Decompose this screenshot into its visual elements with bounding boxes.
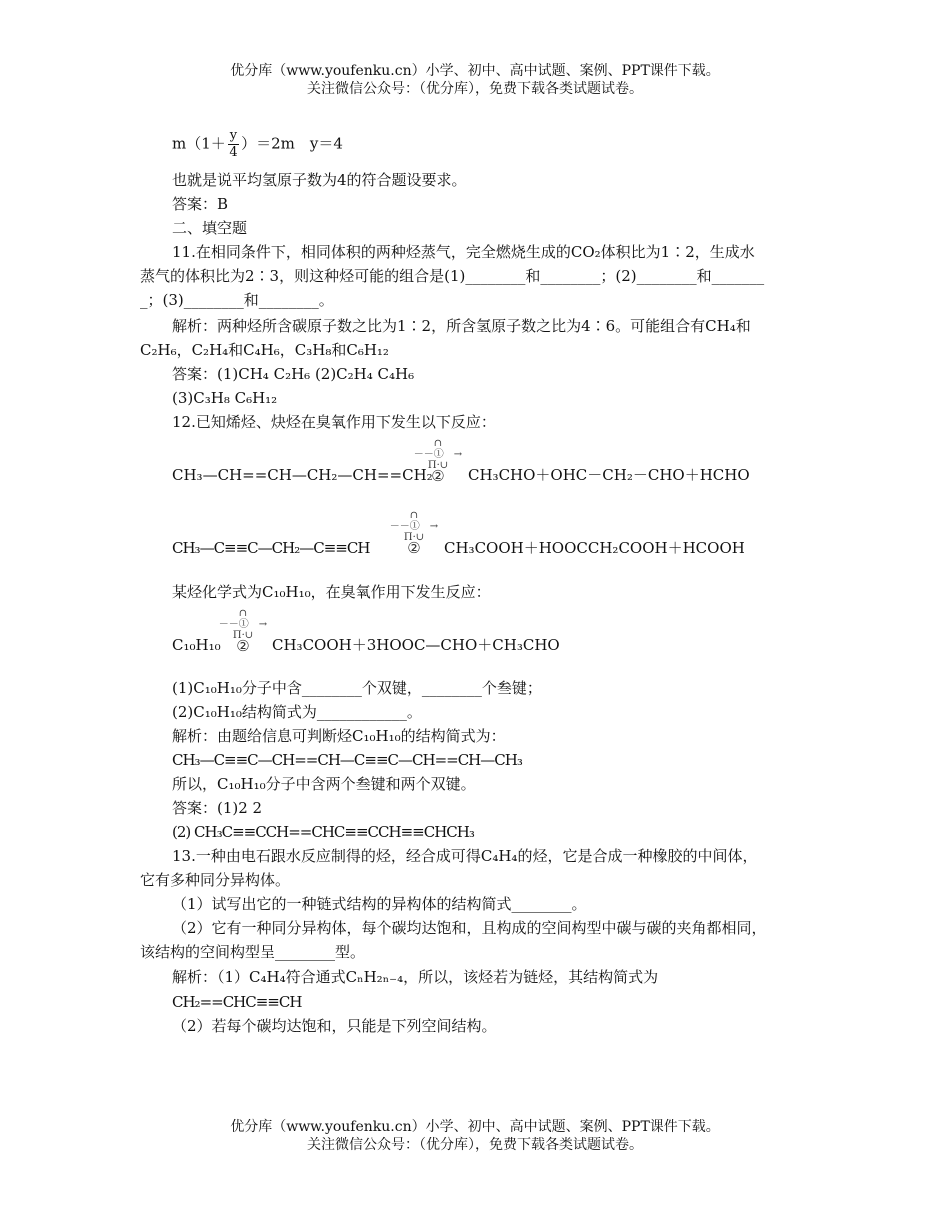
arrow-step-2: ② [431, 467, 445, 485]
reaction-2-right: CH₃COOH＋HOOCCH₂COOH＋HCOOH [444, 539, 745, 557]
q11-line-1: 11.在相同条件下，相同体积的两种烃蒸气，完全燃烧生成的CO₂体积比为1∶2，生成水 [172, 243, 755, 261]
arrow-mid: Π·∪ [403, 532, 425, 543]
q12-answer-1: 答案：(1)2 2 [172, 799, 263, 817]
equation-prefix: m（1＋ [172, 134, 226, 153]
section-heading: 二、填空题 [172, 219, 248, 237]
q11-answer-2: (3)C₃H₈ C₆H₁₂ [172, 389, 278, 407]
q11-answer-1: 答案：(1)CH₄ C₂H₆ (2)C₂H₄ C₄H₆ [172, 365, 415, 383]
footer-line-1: 优分库（www.youfenku.cn）小学、初中、高中试题、案例、PPT课件下载。 [230, 1119, 720, 1135]
reaction-3-left: C₁₀H₁₀ [172, 636, 221, 654]
arrow-cap: ∩ [433, 438, 443, 449]
arrow-step-2: ② [407, 539, 421, 557]
q13-line-1: 13.一种由电石跟水反应制得的烃，经合成可得C₄H₄的烃，它是合成一种橡胶的中间体， [172, 847, 758, 865]
q12-question-2: (2)C₁₀H₁₀结构简式为____________。 [172, 703, 422, 721]
q11-line-2: 蒸气的体积比为2∶3，则这种烃可能的组合是(1)________和________；(2)________和_______ [140, 267, 765, 285]
q13-analysis-3: （2）若每个碳均达饱和，只能是下列空间结构。 [172, 1017, 497, 1035]
reaction-1-left: CH₃—CH==CH—CH₂—CH==CH₂ [172, 466, 433, 484]
q11-analysis-2: C₂H₆，C₂H₄和C₄H₆，C₃H₈和C₆H₁₂ [140, 341, 389, 359]
q13-analysis-2: CH₂==CHC≡≡CH [172, 993, 302, 1011]
footer-line-2: 关注微信公众号：（优分库），免费下载各类试题试卷。 [307, 1137, 643, 1153]
q12-answer-2: (2) CH₃C≡≡CCH==CHC≡≡CCH≡≡CHCH₃ [172, 823, 474, 841]
header-line-1: 优分库（www.youfenku.cn）小学、初中、高中试题、案例、PPT课件下载。 [230, 63, 720, 79]
q11-analysis-1: 解析：两种烃所含碳原子数之比为1∶2，所含氢原子数之比为4∶6。可能组合有CH₄和 [172, 317, 751, 335]
q12-line-1: 12.已知烯烃、炔烃在臭氧作用下发生以下反应： [172, 413, 496, 431]
page-footer [0, 1118, 950, 1154]
arrow-step-2: ② [236, 637, 250, 655]
arrow-cap: ∩ [409, 510, 419, 521]
q13-analysis-1: 解析：（1）C₄H₄符合通式CₙH₂ₙ₋₄，所以，该烃若为链烃，其结构简式为 [172, 968, 659, 986]
arrow-step-1: －－① → [389, 521, 439, 532]
q12-analysis-1: 解析：由题给信息可判断烃C₁₀H₁₀的结构简式为： [172, 727, 506, 745]
arrow-mid: Π·∪ [427, 460, 449, 471]
equation-line [172, 128, 343, 161]
q12-question-1: (1)C₁₀H₁₀分子中含________个双键，________个叁键； [172, 679, 542, 697]
reaction-1-right: CH₃CHO＋OHC－CH₂－CHO＋HCHO [468, 466, 750, 484]
arrow-step-1: －－① → [218, 619, 268, 630]
equation-suffix: ）＝2m y＝4 [241, 134, 343, 153]
reaction-2-left: CH₃—C≡≡C—CH₂—C≡≡CH [172, 539, 370, 557]
reaction-arrow-2 [384, 510, 444, 557]
arrow-mid: Π·∪ [232, 630, 254, 641]
q12-line-2: 某烃化学式为C₁₀H₁₀，在臭氧作用下发生反应： [172, 583, 491, 601]
fraction-y-over-4 [228, 128, 239, 161]
q13-line-2: 它有多种同分异构体。 [140, 871, 291, 889]
reaction-3-right: CH₃COOH＋3HOOC—CHO＋CH₃CHO [272, 636, 560, 654]
text-line: 也就是说平均氢原子数为4的符合题设要求。 [172, 171, 467, 189]
q13-question-2a: （2）它有一种同分异构体，每个碳均达饱和，且构成的空间构型中碳与碳的夹角都相同， [172, 919, 767, 937]
q13-question-1: （1）试写出它的一种链式结构的异构体的结构简式________。 [172, 895, 587, 913]
q12-analysis-3: 所以，C₁₀H₁₀分子中含两个叁键和两个双键。 [172, 775, 476, 793]
fraction-numerator: y [229, 128, 238, 143]
header-line-2: 关注微信公众号：（优分库），免费下载各类试题试卷。 [307, 81, 643, 97]
q13-question-2b: 该结构的空间构型呈________型。 [140, 943, 366, 961]
arrow-cap: ∩ [238, 608, 248, 619]
fraction-denominator: 4 [229, 145, 238, 160]
reaction-arrow-3 [213, 608, 273, 655]
q11-line-3: _；(3)________和________。 [140, 291, 334, 309]
arrow-step-1: －－① → [413, 449, 463, 460]
q12-analysis-2: CH₃—C≡≡C—CH==CH—C≡≡C—CH==CH—CH₃ [172, 751, 522, 769]
answer-10: 答案：B [172, 195, 229, 213]
page-header [0, 62, 950, 98]
